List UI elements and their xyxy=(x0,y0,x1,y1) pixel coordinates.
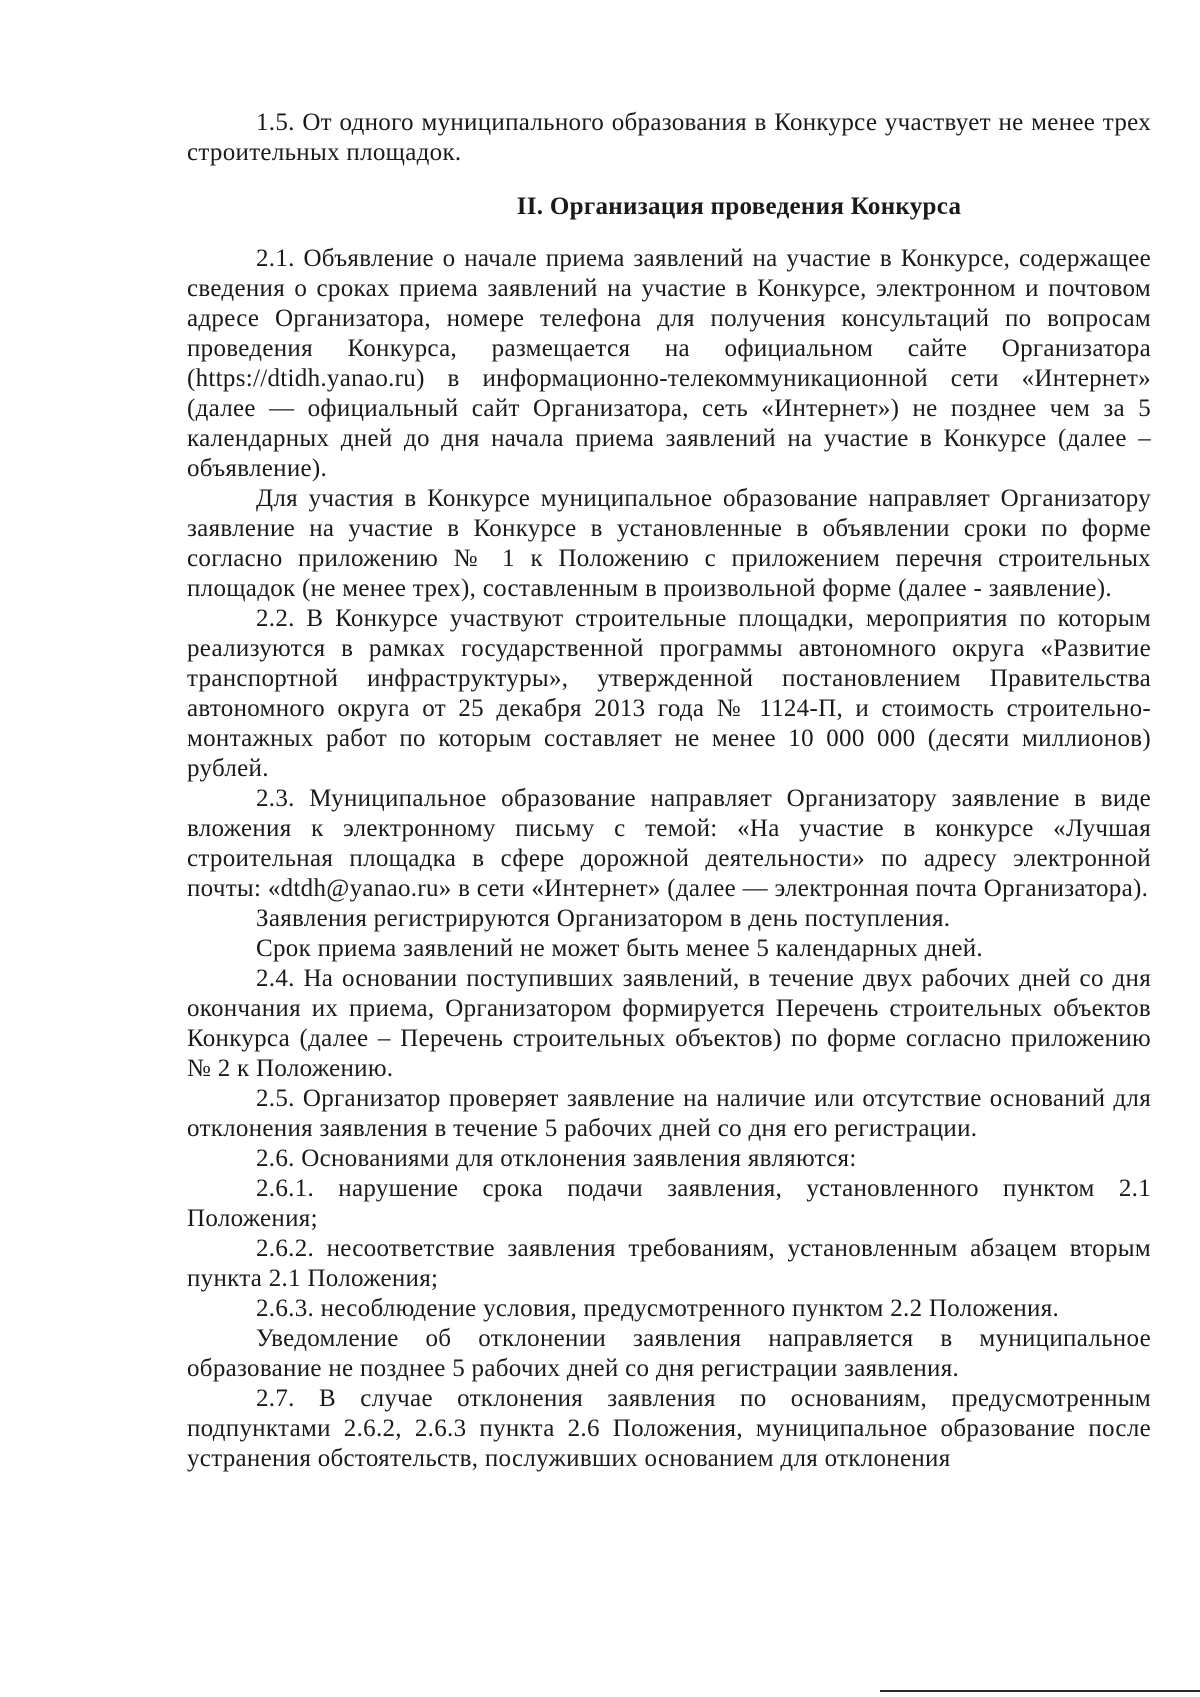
paragraph-2-1-participation: Для участия в Конкурсе муниципальное образование направляет Организатору заявление на участие в Конкурсе в установленные в объявлении сроки по форме согласно приложению № 1 к Положению с приложением перечня строительных площадок (не менее трех), составленным в произвольной форме (далее - заявление). xyxy=(187,485,1151,602)
paragraph-2-6-3: 2.6.3. несоблюдение условия, предусмотренного пунктом 2.2 Положения. xyxy=(256,1295,1060,1322)
paragraph-2-6-1: 2.6.1. нарушение срока подачи заявления, установленного пунктом 2.1 Положения; xyxy=(187,1175,1151,1232)
paragraph-2-1: 2.1. Объявление о начале приема заявлений на участие в Конкурсе, содержащее сведения о сроках приема заявлений на участие в Конкурсе, электронном и почтовом адресе Организатора, номере телефона для получения консультаций по вопросам проведения Конкурса, размещается на официальном сайте Организатора (https://dtidh.yanao.ru) в информационно-телекоммуникационной сети «Интернет» (далее — официальный сайт Организатора, сеть «Интернет») не позднее чем за 5 календарных дней до дня начала приема заявлений на участие в Конкурсе (далее – объявление). xyxy=(187,245,1151,482)
paragraph-2-6-2: 2.6.2. несоответствие заявления требованиям, установленным абзацем вторым пункта 2.1 Положения; xyxy=(187,1235,1151,1292)
paragraph-2-3: 2.3. Муниципальное образование направляет Организатору заявление в виде вложения к электронному письму с темой: «На участие в конкурсе «Лучшая строительная площадка в сфере дорожной деятельности» по адресу электронной почты: «dtdh@yanao.ru» в сети «Интернет» (далее — электронная почта Организатора). xyxy=(187,785,1151,902)
paragraph-2-6: 2.6. Основаниями для отклонения заявления являются: xyxy=(256,1145,857,1172)
paragraph-2-5: 2.5. Организатор проверяет заявление на наличие или отсутствие оснований для отклонения заявления в течение 5 рабочих дней со дня его регистрации. xyxy=(187,1085,1151,1142)
paragraph-2-7: 2.7. В случае отклонения заявления по основаниям, предусмотренным подпунктами 2.6.2, 2.6.3 пункта 2.6 Положения, муниципальное образование после устранения обстоятельств, послуживших основанием для отклонения xyxy=(187,1385,1151,1472)
paragraph-2-4: 2.4. На основании поступивших заявлений, в течение двух рабочих дней со дня окончания их приема, Организатором формируется Перечень строительных объектов Конкурса (далее – Перечень строительных объектов) по форме согласно приложению № 2 к Положению. xyxy=(187,965,1151,1082)
paragraph-registration: Заявления регистрируются Организатором в день поступления. xyxy=(256,905,951,932)
document-page xyxy=(187,108,1151,1474)
paragraph-notification: Уведомление об отклонении заявления направляется в муниципальное образование не позднее 5 рабочих дней со дня регистрации заявления. xyxy=(187,1325,1151,1382)
paragraph-2-2: 2.2. В Конкурсе участвуют строительные площадки, мероприятия по которым реализуются в рамках государственной программы автономного округа «Развитие транспортной инфраструктуры», утвержденной постановлением Правительства автономного округа от 25 декабря 2013 года № 1124-П, и стоимость строительно-монтажных работ по которым составляет не менее 10 000 000 (десяти миллионов) рублей. xyxy=(187,605,1151,782)
footer-rule xyxy=(880,1690,1200,1692)
section-heading: II. Организация проведения Конкурса xyxy=(516,193,962,220)
paragraph-term: Срок приема заявлений не может быть менее 5 календарных дней. xyxy=(256,935,983,962)
paragraph-1-5: 1.5. От одного муниципального образования в Конкурсе участвует не менее трех строительных площадок. xyxy=(187,109,1151,166)
